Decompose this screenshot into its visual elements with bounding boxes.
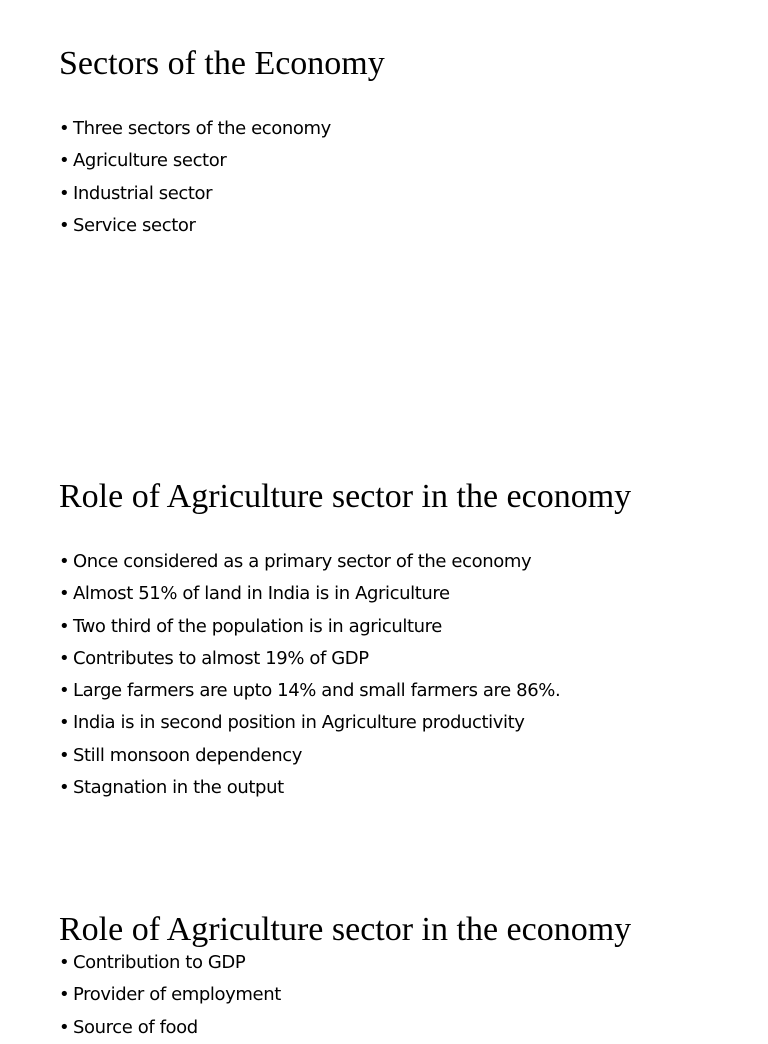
- bullet-item: • Two third of the population is in agriculture: [59, 611, 560, 643]
- slide-title: Sectors of the Economy: [59, 45, 385, 82]
- bullet-item: • Once considered as a primary sector of the economy: [59, 546, 560, 578]
- bullet-item: • Three sectors of the economy: [59, 113, 331, 145]
- bullet-item: • Still monsoon dependency: [59, 740, 560, 772]
- bullet-item: • India is in second position in Agriculture productivity: [59, 707, 560, 739]
- bullet-item: • Contributes to almost 19% of GDP: [59, 643, 560, 675]
- bullet-list: [59, 546, 560, 804]
- slide-role-of-agriculture-continued: [0, 860, 768, 1038]
- bullet-item: • Service sector: [59, 210, 331, 242]
- slide-title: Role of Agriculture sector in the economy: [59, 478, 632, 515]
- slide-role-of-agriculture: [0, 430, 768, 830]
- slide-sectors-of-economy: [0, 0, 768, 300]
- bullet-list: [59, 113, 331, 242]
- bullet-item: • Industrial sector: [59, 178, 331, 210]
- bullet-item: • Source of food: [59, 1012, 281, 1044]
- bullet-item: • Contribution to GDP: [59, 947, 281, 979]
- slide-title: Role of Agriculture sector in the economy: [59, 911, 632, 948]
- bullet-item: • Large farmers are upto 14% and small farmers are 86%.: [59, 675, 560, 707]
- bullet-item: • Provider of employment: [59, 979, 281, 1011]
- bullet-item: • Agriculture sector: [59, 145, 331, 177]
- bullet-list: [59, 947, 281, 1044]
- bullet-item: • Stagnation in the output: [59, 772, 560, 804]
- bullet-item: • Almost 51% of land in India is in Agriculture: [59, 578, 560, 610]
